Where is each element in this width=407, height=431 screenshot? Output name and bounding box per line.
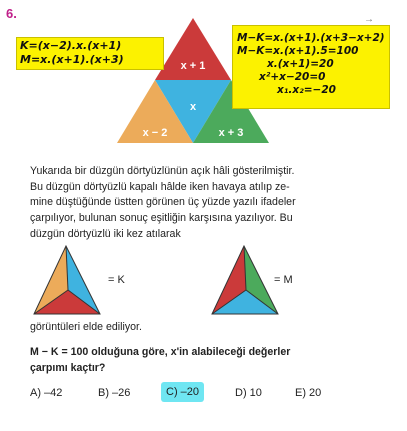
option-d[interactable]: D) 10 <box>235 387 262 399</box>
paragraph-line: düzgün dörtyüzlü iki kez atılarak <box>30 227 181 240</box>
note-right-line: M−K=x.(x+1).(x+3−x+2) <box>237 32 385 44</box>
paragraph-line: Bu düzgün dörtyüzlü kapalı hâlde iken havaya atılıp ze- <box>30 180 290 193</box>
handwritten-note-right <box>232 25 390 109</box>
net-label-right: x + 3 <box>218 127 244 139</box>
view-m-label: = M <box>274 274 293 286</box>
paragraph-line: Yukarıda bir düzgün dörtyüzlünün açık hâli gösterilmiştir. <box>30 165 295 177</box>
tetrahedron-view-k <box>30 244 110 316</box>
question-line: çarpımı kaçtır? <box>30 361 106 374</box>
option-c-selected[interactable]: C) –20 <box>161 382 204 402</box>
option-a[interactable]: A) –42 <box>30 387 63 399</box>
paragraph-line: çarpılıyor, bulunan sonuç eşitliğin karşısına yazılıyor. Bu <box>30 212 293 225</box>
edge-arrow-mark: → <box>364 14 374 25</box>
net-label-center: x <box>189 101 197 113</box>
paragraph-line: mine düştüğünde üstten görünen üç yüzde yazılı ifadeler <box>30 196 296 209</box>
after-text: görüntüleri elde ediliyor. <box>30 321 142 333</box>
problem-paragraph <box>30 164 386 243</box>
view-k-label: = K <box>108 274 125 286</box>
option-b[interactable]: B) –26 <box>98 387 131 399</box>
note-right-line: M−K=x.(x+1).5=100 <box>237 45 359 57</box>
option-e[interactable]: E) 20 <box>295 387 322 399</box>
note-right-line: x.(x+1)=20 <box>267 58 334 70</box>
note-right-line: x²+x−20=0 <box>259 71 326 83</box>
net-label-top: x + 1 <box>180 60 206 72</box>
question-number: 6. <box>6 6 17 21</box>
question-text <box>30 345 290 376</box>
handwritten-note-left <box>16 37 164 70</box>
note-left-line: K=(x−2).x.(x+1) <box>20 39 122 52</box>
net-label-left: x − 2 <box>142 127 168 139</box>
note-right-line: x₁.x₂=−20 <box>277 84 336 96</box>
question-line: M − K = 100 olduğuna göre, x'in alabileceği değerler <box>30 346 291 358</box>
note-left-line: M=x.(x+1).(x+3) <box>20 53 124 66</box>
